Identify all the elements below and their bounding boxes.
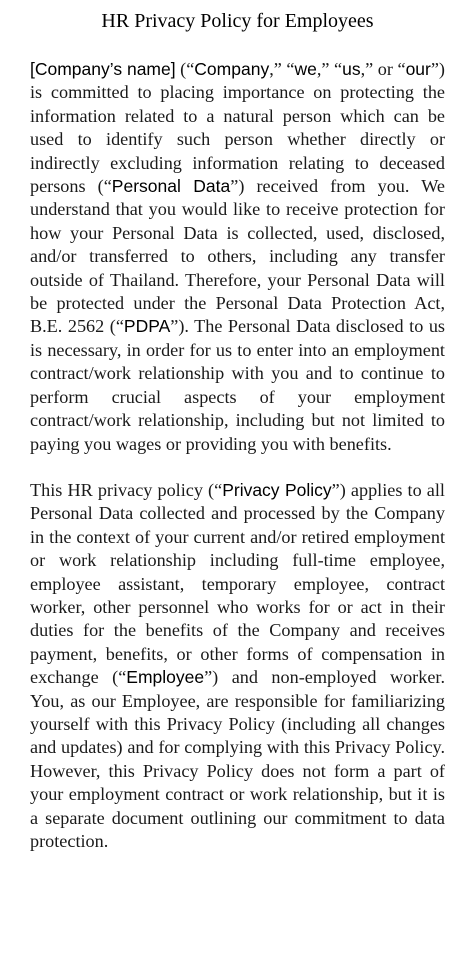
paragraph-text: This HR privacy policy (“ — [30, 479, 223, 500]
defined-term-we: we — [294, 59, 317, 79]
defined-term-our: our — [405, 59, 431, 79]
scope-paragraph — [30, 479, 445, 854]
company-name-placeholder: [Company’s name] — [30, 59, 176, 79]
intro-paragraph — [30, 58, 445, 456]
paragraph-text: ”). The Personal Data disclosed to us is necessary, in order for us to enter into an employment contract/work relationship with you and to continue to perform crucial aspects of your employment contract/work relationship, including but not limited to paying you wages or providing you with benefits. — [30, 316, 445, 454]
paragraph-text: ”) and non-employed worker. You, as our Employee, are responsible for familiarizing yourself with this Privacy Policy (including all changes and updates) and for complying with this Privacy Policy. However, this Privacy Policy does not form a part of your employment contract or work relationship, but it is a separate document outlining our commitment to data protection. — [30, 667, 445, 851]
paragraph-text: ”) is committed to placing importance on protecting the information related to a natural person which can be used to identify such person whether directly or indirectly excluding information relating to deceased persons (“ — [30, 59, 445, 197]
defined-term-personal-data: Personal Data — [111, 176, 231, 197]
defined-term-company: Company — [194, 59, 270, 79]
paragraph-text: (“ — [175, 59, 195, 79]
paragraph-text: ,” or “ — [360, 59, 406, 79]
defined-term-us: us — [342, 59, 361, 79]
paragraph-text: ,” “ — [316, 59, 343, 79]
paragraph-text: ,” “ — [269, 59, 295, 79]
paragraph-text: ”) applies to all Personal Data collected and processed by the Company in the context of your current and/or retired employment or work relationship including full-time employee, employee assistant, temporary employee, contract worker, other personnel who works for or act in their duties for the benefits of the Company and receives payment, benefits, or other forms of compensation in exchange (“ — [30, 479, 445, 688]
defined-term-privacy-policy: Privacy Policy — [222, 479, 332, 500]
paragraph-text: ”) received from you. We understand that you would like to receive protection for how your Personal Data is collected, used, disclosed, and/or transferred to others, including any transfer outside of Thailand. Therefore, your Personal Data will be protected under the Personal Data Protection Act, B.E. 2562 (“ — [30, 176, 445, 337]
defined-term-pdpa: PDPA — [123, 316, 171, 337]
document-title: HR Privacy Policy for Employees — [101, 10, 374, 32]
defined-term-employee: Employee — [126, 667, 205, 688]
